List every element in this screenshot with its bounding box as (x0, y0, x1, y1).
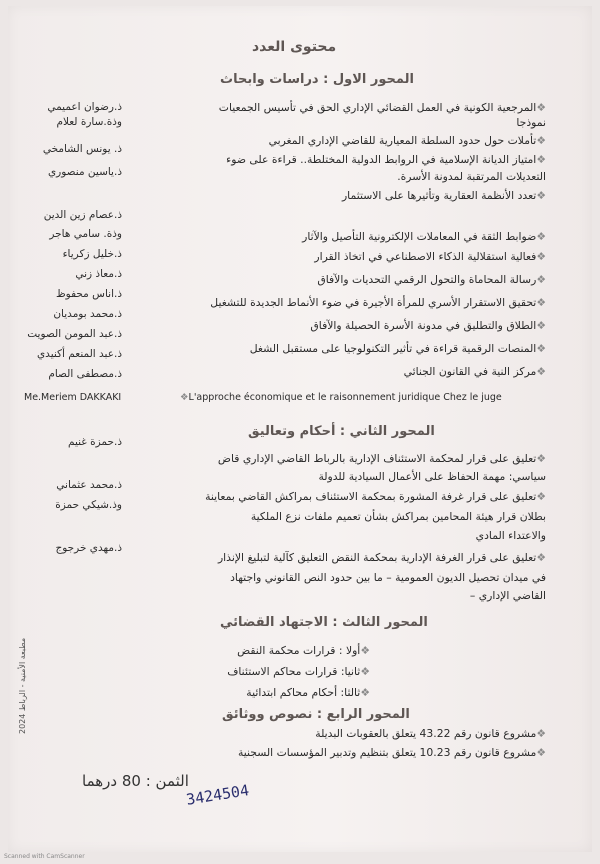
item-line: سياسي: مهمة الحفاظ على الأعمال السيادية للدولة (318, 470, 546, 483)
author: ذ.مهدي خرجوج (55, 542, 122, 554)
item-line: في ميدان تحصيل الديون العمومية – ما بين حدود النص القانوني واجتهاد (230, 571, 546, 584)
item-line: ❖المنصات الرقمية قراءة في تأثير التكنولوجيا على مستقبل الشغل (249, 342, 546, 355)
item-line: ❖المرجعية الكونية في العمل القضائي الإداري الحق في تأسيس الجمعيات (218, 101, 546, 114)
french-item: ❖L'approche économique et le raisonnement juridique Chez le juge (180, 392, 502, 403)
list-item: ❖ثانيا: قرارات محاكم الاستئناف (227, 665, 370, 678)
author: وذة. سامي هاجر (49, 228, 122, 240)
author: ذ.اناس محفوظ (55, 288, 122, 300)
list-item: ❖أولا : قرارات محكمة النقض (237, 644, 370, 657)
scanner-footer: Scanned with CamScanner (4, 853, 85, 860)
author: ذ. يونس الشامخي (42, 143, 122, 155)
list-item: ❖مشروع قانون رقم 43.22 يتعلق بالعقوبات البديلة (315, 727, 546, 740)
author: ذ.محمد بومديان (53, 308, 122, 320)
price-label: الثمن : 80 درهما (82, 772, 189, 790)
author: ذ.حمزة غنيم (67, 436, 122, 448)
item-line: ❖رسالة المحاماة والتحول الرقمي التحديات والآفاق (317, 273, 546, 286)
section3-heading: المحور الثالث : الاجتهاد القضائي (220, 615, 428, 630)
author: ذ.مصطفى الصام (48, 368, 122, 380)
list-item: ❖ثالثا: أحكام محاكم ابتدائية (246, 686, 370, 699)
item-line: بطلان قرار هيئة المحامين بمراكش بشأن تعميم ملفات نزع الملكية (250, 510, 546, 523)
item-line: ❖فعالية استقلالية الذكاء الاصطناعي في اتخاذ القرار (314, 250, 546, 263)
list-item: ❖مشروع قانون رقم 10.23 يتعلق بتنظيم وتدبير المؤسسات السجنية (237, 746, 546, 759)
item-line: ❖تعليق على قرار غرفة المشورة بمحكمة الاستئناف بمراكش القاضي بمعاينة (205, 490, 546, 503)
author: ذ.عبد المومن الصويت (27, 328, 122, 340)
author: وذة.سارة لعلام (56, 116, 122, 128)
section2-heading: المحور الثاني : أحكام وتعاليق (248, 424, 435, 439)
author: ذ.خليل زكرياء (62, 248, 122, 260)
document-page (8, 6, 592, 852)
section4-heading: المحور الرابع : نصوص ووثائق (222, 707, 410, 722)
author: ذ.ياسين منصوري (47, 166, 122, 178)
handwritten-stamp: 3424504 (184, 781, 251, 809)
item-line: ❖الطلاق والتطليق في مدونة الأسرة الحصيلة والآفاق (310, 319, 546, 332)
author: ذ.محمد عثماني (56, 479, 122, 491)
author: ذ.عبد المنعم أكنيدي (36, 348, 122, 360)
author: ذ.معاذ زني (75, 268, 122, 280)
item-line: التعديلات المرتقبة لمدونة الأسرة. (397, 170, 546, 183)
item-line: ❖تحقيق الاستقرار الأسري للمرأة الأجيرة في ضوء الأنماط الجديدة للتشغيل (210, 296, 546, 309)
item-line: ❖ضوابط الثقة في المعاملات الإلكترونية التأصيل والآثار (302, 230, 546, 243)
item-line: نموذجا (516, 116, 546, 129)
author: وذ.شيكي حمزة (55, 499, 122, 511)
item-line: ❖تعليق على قرار الغرفة الإدارية بمحكمة النقض التعليق كآلية لتبليغ الإنذار (217, 551, 546, 564)
item-line: القاضي الإداري – (469, 589, 546, 602)
author: ذ.رضوان اعميمي (47, 101, 122, 113)
author: ذ.عصام زين الدين (43, 209, 122, 221)
item-line: والاعتداء المادي (475, 529, 546, 542)
item-line: ❖تعليق على قرار لمحكمة الاستئناف الإدارية بالرباط القاضي الإداري قاض (217, 452, 546, 465)
item-line: ❖تعدد الأنظمة العقارية وتأثيرها على الاستثمار (341, 189, 546, 202)
printer-side-text: مطبعة الأمنية - الرباط 2024 (18, 637, 27, 734)
item-line: ❖تأملات حول حدود السلطة المعيارية للقاضي الإداري المغربي (268, 134, 546, 147)
item-line: ❖مركز النية في القانون الجنائي (403, 365, 546, 378)
page-title: محتوى العدد (252, 39, 337, 55)
item-line: ❖امتياز الديانة الإسلامية في الروابط الدولية المختلطة.. قراءة على ضوء (226, 153, 546, 166)
section1-heading: المحور الاول : دراسات وابحاث (220, 72, 414, 87)
french-author: Me.Meriem DAKKAKI (24, 392, 122, 403)
